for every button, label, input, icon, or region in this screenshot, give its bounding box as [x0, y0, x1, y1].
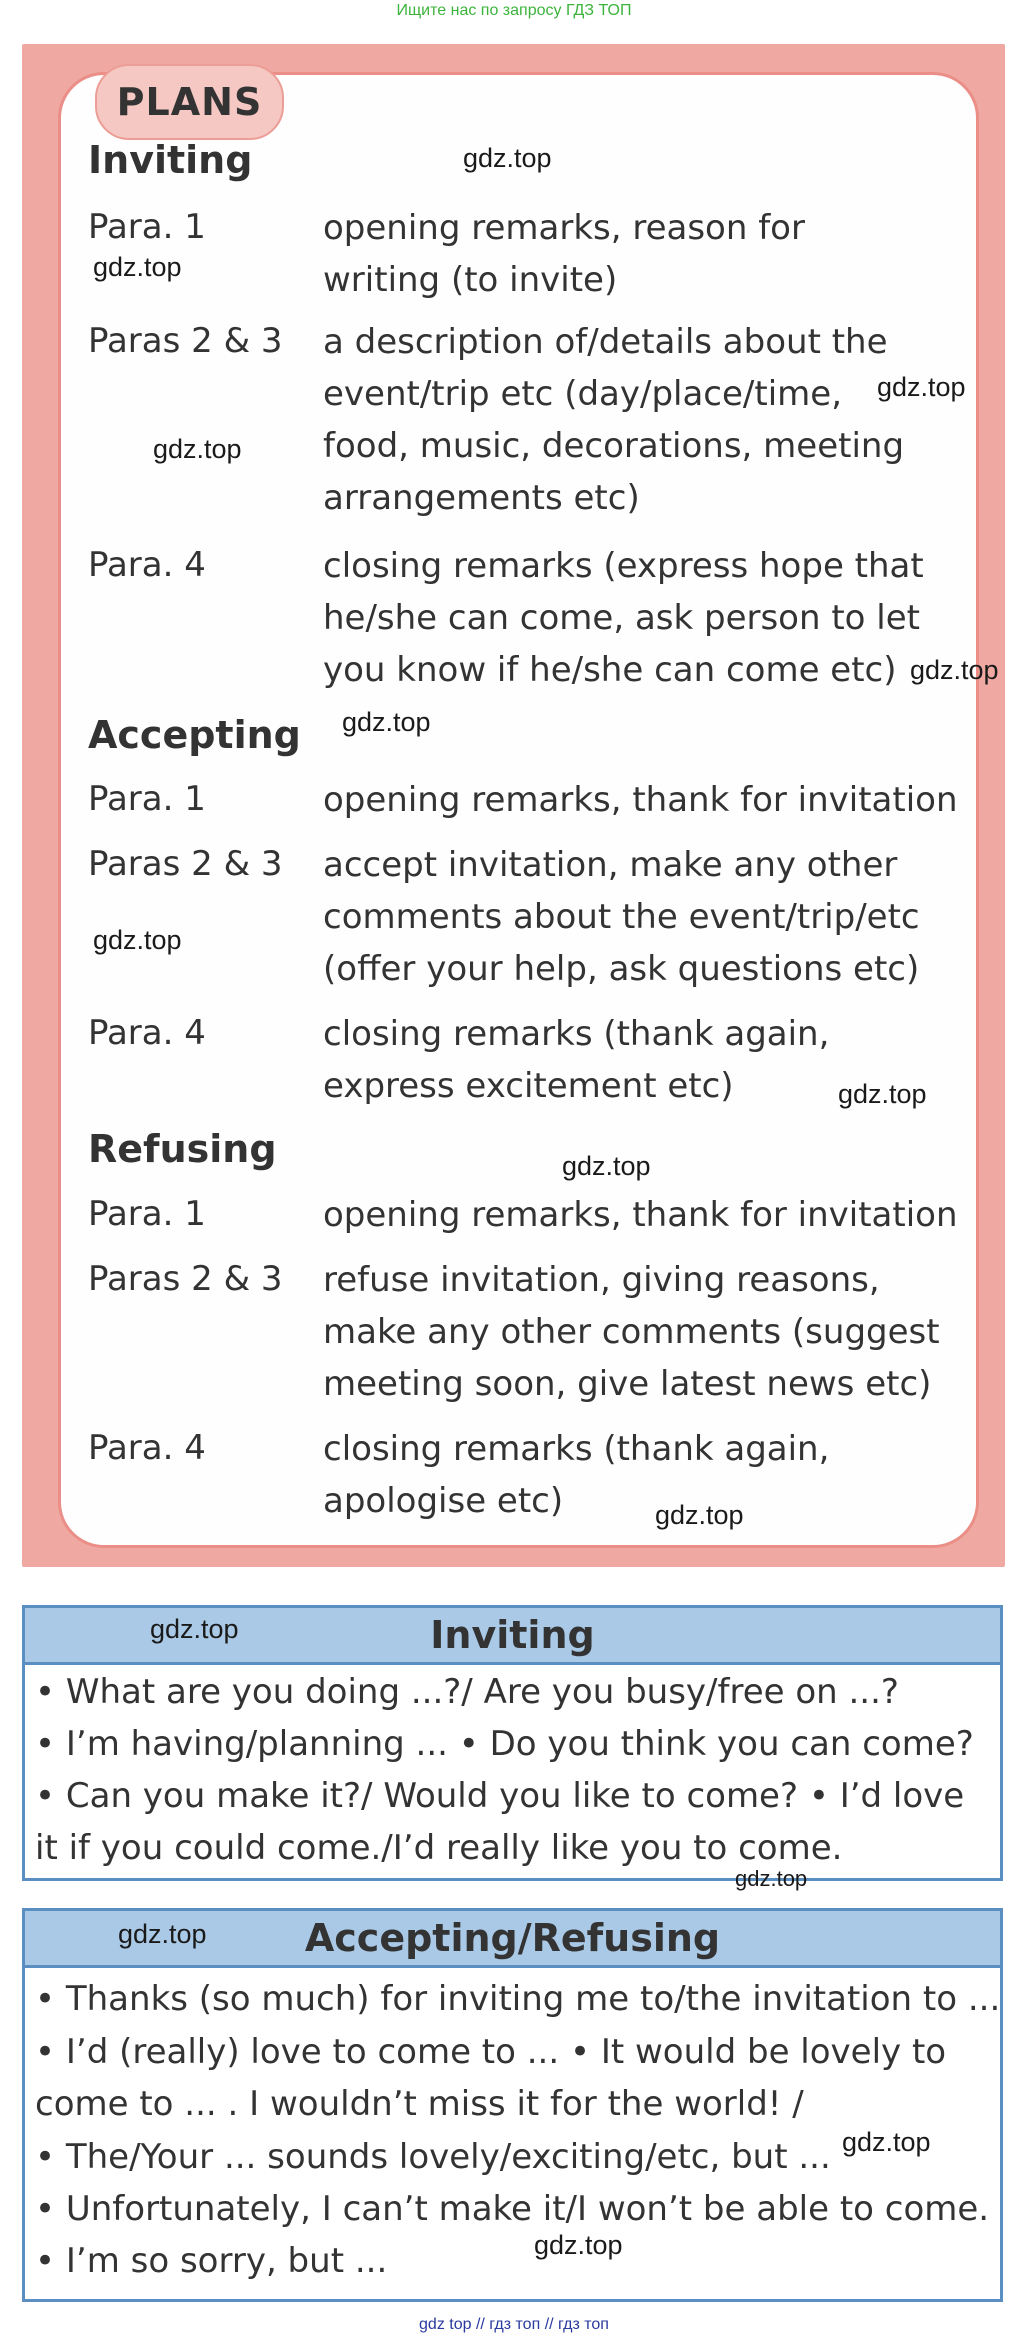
watermark: gdz.top [910, 655, 999, 685]
inviting-para1-label: Para. 1 [88, 207, 206, 247]
accepting-phrase-line: • Thanks (so much) for inviting me to/the invitation to ... [35, 1979, 1001, 2019]
watermark: gdz.top [150, 1614, 239, 1644]
inviting-phrase-line: • What are you doing ...?/ Are you busy/free on ...? [35, 1672, 899, 1712]
inviting-para23-text: a description of/details about the event/trip etc (day/place/time, food, music, decorations, meeting arrangements etc) [323, 322, 905, 518]
watermark: gdz.top [93, 252, 182, 282]
accepting-refusing-phrases-box [22, 1908, 1003, 2302]
top-promo-note: Ищите нас по запросу ГДЗ ТОП [396, 2, 632, 19]
inviting-phrase-line: • I’m having/planning ... • Do you think you can come? [35, 1724, 974, 1764]
inviting-phrases-box [22, 1605, 1003, 1881]
refusing-para23-text: refuse invitation, giving reasons, make any other comments (suggest meeting soon, give latest news etc) [323, 1260, 940, 1404]
inviting-para23-label: Paras 2 & 3 [88, 321, 283, 361]
refusing-para1-text: opening remarks, thank for invitation [323, 1195, 958, 1235]
accepting-phrase-line: • I’m so sorry, but ... [35, 2241, 388, 2281]
plans-tab-label: PLANS [95, 64, 284, 140]
accepting-para23-label: Paras 2 & 3 [88, 844, 283, 884]
inviting-phrase-line: • Can you make it?/ Would you like to come? • I’d love [35, 1776, 965, 1816]
accepting-para1-text: opening remarks, thank for invitation [323, 780, 958, 820]
accepting-phrase-line: • Unfortunately, I can’t make it/I won’t be able to come. [35, 2189, 990, 2229]
plans-heading-accepting: Accepting [88, 713, 301, 757]
refusing-para4-text: closing remarks (thank again, apologise etc) [323, 1429, 830, 1521]
watermark: gdz.top [153, 434, 242, 464]
accepting-para1-label: Para. 1 [88, 779, 206, 819]
footer-note: gdz top // гдз топ // гдз топ [419, 2316, 609, 2333]
refusing-para23-label: Paras 2 & 3 [88, 1259, 283, 1299]
accepting-phrase-line: • I’d (really) love to come to ... • It would be lovely to [35, 2032, 947, 2072]
accepting-phrase-line: come to ... . I wouldn’t miss it for the world! / [35, 2084, 804, 2124]
refusing-para1-label: Para. 1 [88, 1194, 206, 1234]
refusing-para4-label: Para. 4 [88, 1428, 206, 1468]
watermark: gdz.top [842, 2127, 931, 2157]
watermark: gdz.top [463, 143, 552, 173]
inviting-para4-label: Para. 4 [88, 545, 206, 585]
plans-heading-refusing: Refusing [88, 1127, 277, 1171]
accepting-refusing-heading: Accepting/Refusing [25, 1911, 1000, 1968]
watermark: gdz.top [655, 1500, 744, 1530]
watermark: gdz.top [735, 1866, 808, 1891]
watermark: gdz.top [562, 1151, 651, 1181]
accepting-para4-label: Para. 4 [88, 1013, 206, 1053]
accepting-para4-text: closing remarks (thank again, express excitement etc) [323, 1014, 830, 1106]
watermark: gdz.top [877, 372, 966, 402]
inviting-phrases-heading: Inviting [25, 1608, 1000, 1665]
inviting-para4-text: closing remarks (express hope that he/she can come, ask person to let you know if he/she can come etc) [323, 546, 924, 690]
accepting-para23-text: accept invitation, make any other comments about the event/trip/etc (offer your help, ask questions etc) [323, 845, 920, 989]
watermark: gdz.top [93, 925, 182, 955]
watermark: gdz.top [838, 1079, 927, 1109]
watermark: gdz.top [534, 2230, 623, 2260]
watermark: gdz.top [118, 1919, 207, 1949]
watermark: gdz.top [342, 707, 431, 737]
plans-heading-inviting: Inviting [88, 138, 253, 182]
inviting-para1-text: opening remarks, reason for writing (to invite) [323, 208, 805, 300]
accepting-phrase-line: • The/Your ... sounds lovely/exciting/etc, but ... [35, 2137, 831, 2177]
inviting-phrase-line: it if you could come./I’d really like you to come. [35, 1828, 843, 1868]
